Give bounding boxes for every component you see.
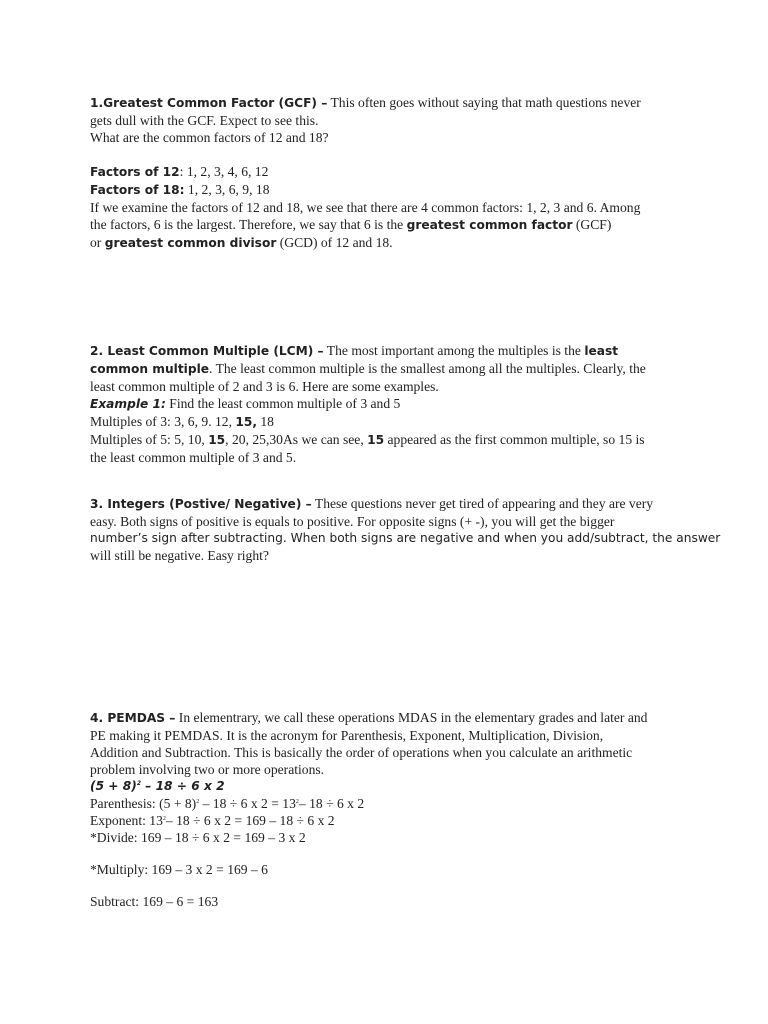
- section-pemdas: [90, 709, 690, 910]
- multiples-3-text: Multiples of 3: 3, 6, 9. 12,: [90, 414, 236, 429]
- pemdas-heading: 4. PEMDAS –: [90, 711, 176, 725]
- step-divide: *Divide: 169 – 18 ÷ 6 x 2 = 169 – 3 x 2: [90, 830, 306, 845]
- gcd-term: greatest common divisor: [104, 236, 277, 250]
- lcm-line-2-text: . The least common multiple is the smallest among all the multiples. Clearly, the: [209, 361, 646, 376]
- pemdas-line-4: problem involving two or more operations.: [90, 762, 325, 777]
- integers-line-4: will still be negative. Easy right?: [90, 548, 269, 563]
- gcf-question: What are the common factors of 12 and 18?: [90, 130, 329, 145]
- factors-12-values: : 1, 2, 3, 4, 6, 12: [179, 164, 269, 179]
- pemdas-intro-text: In elementrary, we call these operations MDAS in the elementary grades and later and: [175, 710, 648, 725]
- step-exponent-a: Exponent: 13: [90, 813, 163, 828]
- multiples-3-highlight: 15,: [235, 415, 257, 429]
- step-subtract: Subtract: 169 – 6 = 163: [90, 894, 219, 909]
- integers-line-3: number’s sign after subtracting. When both signs are negative and when you add/subtract, the answer: [90, 531, 721, 545]
- factors-18-label: Factors of 18:: [90, 183, 185, 197]
- integers-line-2: easy. Both signs of positive is equals to positive. For opposite signs (+ -), you will get the bigger: [90, 514, 615, 529]
- step-exponent: [90, 812, 690, 829]
- step-exponent-exp: 2: [162, 816, 166, 822]
- factors-12-line: [90, 163, 690, 181]
- example-text: Find the least common multiple of 3 and 5: [165, 396, 401, 411]
- gcf-term: greatest common factor: [406, 218, 573, 232]
- integers-heading: 3. Integers (Postive/ Negative) –: [90, 497, 312, 511]
- section-gcf: [90, 94, 690, 252]
- multiples-5-highlight: 15: [208, 433, 226, 447]
- lcm-line-2: [90, 360, 690, 378]
- section-lcm: [90, 342, 690, 466]
- lcm-conclusion: the least common multiple of 3 and 5.: [90, 450, 297, 465]
- step-parenthesis: [90, 795, 690, 812]
- multiples-5-text: Multiples of 5: 5, 10,: [90, 432, 209, 447]
- factors-18-line: [90, 181, 690, 199]
- pemdas-intro-line: [90, 709, 690, 727]
- lcm-intro-text: The most important among the multiples is the: [323, 343, 585, 358]
- step-parenthesis-a: Parenthesis: (5 + 8): [90, 796, 197, 811]
- spacer: [90, 846, 690, 861]
- gcf-heading: 1.Greatest Common Factor (GCF) –: [90, 96, 328, 110]
- integers-intro-text: These questions never get tired of appearing and they are very: [311, 496, 654, 511]
- multiples-5-line: [90, 431, 690, 449]
- multiples-3-line: [90, 413, 690, 431]
- factors-12-label: Factors of 12: [90, 165, 180, 179]
- lcm-term-b: common multiple: [90, 362, 210, 376]
- step-parenthesis-exp1: 2: [196, 799, 200, 805]
- example-line: [90, 395, 690, 413]
- gcf-abbrev: (GCF): [572, 217, 612, 232]
- gcd-abbrev: (GCD) of 12 and 18.: [276, 235, 393, 250]
- gcf-explanation-2-text: the factors, 6 is the largest. Therefore, we say that 6 is the: [90, 217, 407, 232]
- factors-18-values: 1, 2, 3, 6, 9, 18: [184, 182, 270, 197]
- expression-rest: – 18 ÷ 6 x 2: [141, 779, 225, 793]
- gcf-explanation-3-or: or: [90, 235, 105, 250]
- spacer: [90, 146, 690, 163]
- expression-base: (5 + 8): [90, 779, 137, 793]
- step-exponent-b: – 18 ÷ 6 x 2 = 169 – 18 ÷ 6 x 2: [165, 813, 335, 828]
- multiples-5-tail: appeared as the first common multiple, so 15 is: [384, 432, 645, 447]
- gcf-line-2: gets dull with the GCF. Expect to see this.: [90, 113, 319, 128]
- step-parenthesis-b: – 18 ÷ 6 x 2 = 13: [199, 796, 296, 811]
- first-common-multiple: 15: [367, 433, 385, 447]
- gcf-explanation-3: [90, 234, 690, 252]
- example-label: Example 1:: [90, 397, 166, 411]
- gcf-explanation-1: If we examine the factors of 12 and 18, we see that there are 4 common factors: 1, 2, 3 and 6. Among: [90, 200, 641, 215]
- spacer: [90, 878, 690, 893]
- pemdas-expression: [90, 778, 690, 795]
- step-multiply: *Multiply: 169 – 3 x 2 = 169 – 6: [90, 862, 268, 877]
- integers-intro-line: [90, 495, 690, 513]
- multiples-5-middle: , 20, 25,30As we can see,: [225, 432, 368, 447]
- gcf-intro-line: [90, 94, 690, 112]
- lcm-heading: 2. Least Common Multiple (LCM) –: [90, 344, 324, 358]
- gcf-intro-text: This often goes without saying that math questions never: [327, 95, 641, 110]
- lcm-intro-line: [90, 342, 690, 360]
- pemdas-line-2: PE making it PEMDAS. It is the acronym for Parenthesis, Exponent, Multiplication, Division,: [90, 728, 604, 743]
- lcm-line-3: least common multiple of 2 and 3 is 6. Here are some examples.: [90, 379, 439, 394]
- step-parenthesis-exp2: 2: [295, 799, 299, 805]
- expression-exponent: 2: [136, 780, 141, 787]
- lcm-term-a: least: [584, 344, 619, 358]
- multiples-3-tail: 18: [256, 414, 274, 429]
- step-parenthesis-c: – 18 ÷ 6 x 2: [298, 796, 365, 811]
- gcf-explanation-2: [90, 216, 690, 234]
- pemdas-line-3: Addition and Subtraction. This is basically the order of operations when you calculate an arithmetic: [90, 745, 633, 760]
- section-integers: [90, 495, 721, 564]
